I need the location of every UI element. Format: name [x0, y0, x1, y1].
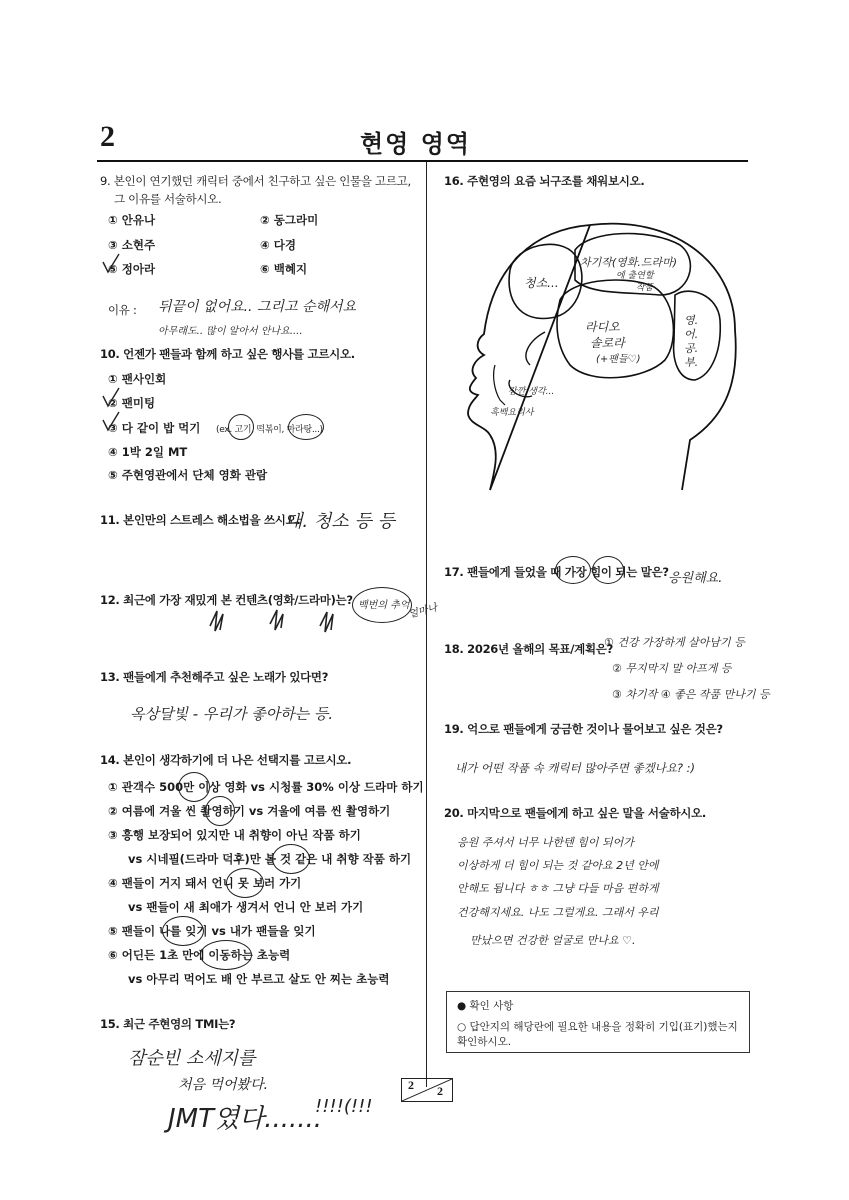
q20-answer-1: 응원 주셔서 너무 나한텐 힘이 되어가: [457, 836, 634, 849]
q10-option-5: ⑤ 주현영관에서 단체 영화 관람: [108, 468, 268, 482]
q10-option-2: ② 팬미팅: [108, 396, 156, 410]
q10-option-3: ③ 다 같이 밥 먹기: [108, 421, 201, 435]
brain-small-1: 잠깐 생각...: [508, 387, 555, 397]
q9-check-mark: [100, 252, 122, 276]
q10-option-1: ① 팬사인회: [108, 372, 167, 386]
q20-answer-2: 이상하게 더 힘이 되는 것 같아요 2년 안에: [457, 859, 659, 872]
q15-answer-line4: !!!!(!!!: [315, 1096, 373, 1117]
q14-circle-4: [226, 868, 264, 898]
q20-answer-3: 안해도 됩니다 ㅎㅎ 그냥 다들 마음 편하게: [457, 882, 659, 895]
q14-circle-6: [200, 940, 252, 970]
header-rule: [97, 160, 748, 162]
q11-question: 11. 본인만의 스트레스 해소법을 쓰시오.: [100, 513, 301, 527]
q15-question: 15. 최근 주현영의 TMI는?: [100, 1017, 236, 1031]
q10-check-3: [100, 410, 122, 434]
q14-line-4: vs 시네필(드라마 덕후)만 볼 것 같은 내 취향 작품 하기: [128, 852, 412, 866]
q12-scribbles: [205, 606, 355, 636]
q14-circle-1: [178, 772, 210, 802]
q14-circle-5: [162, 916, 204, 946]
q10-check-2: [100, 386, 122, 410]
q14-line-8: ⑥ 어딘든 1초 만에 이동하는 초능력: [108, 948, 291, 962]
column-divider: [426, 162, 427, 1087]
brain-radio: 라디오: [585, 320, 620, 334]
q14-circle-3: [272, 844, 310, 874]
q10-question: 10. 언젠가 팬들과 함께 하고 싶은 행사를 고르시오.: [100, 347, 355, 361]
q13-answer: 옥상달빛 - 우리가 좋아하는 등.: [130, 705, 334, 723]
q9-option-2: ② 동그라미: [260, 213, 319, 227]
q19-question: 19. 억으로 팬들에게 궁금한 것이나 물어보고 싶은 것은?: [444, 722, 723, 736]
q10-option-3-extra: (ex. 고기, 떡볶이, 마라탕...): [216, 425, 323, 435]
q11-answer: 대. 청소 등 등: [285, 511, 395, 532]
brain-radio3: (+팬들♡): [596, 354, 641, 365]
q15-answer-line1: 잠순빈 소세지를: [128, 1048, 256, 1069]
q12-question: 12. 최근에 가장 재밌게 본 컨텐츠(영화/드라마)는?: [100, 593, 353, 607]
q10-circle-meat: [228, 414, 254, 440]
q14-line-9: vs 아무리 먹어도 배 안 부르고 살도 안 찌는 초능력: [128, 972, 390, 986]
q14-line-5: ④ 팬들이 거지 돼서 언니 못 보러 가기: [108, 876, 302, 890]
confirmation-title: ● 확인 사항: [457, 1000, 514, 1012]
brain-small-2: 흑백요리사: [490, 408, 534, 418]
brain-next-work2: 에 출연할: [616, 271, 654, 281]
q20-answer-4: 건강해지세요. 나도 그럴게요. 그래서 우리: [457, 906, 659, 919]
q14-circle-2: [205, 796, 235, 826]
page-total: 2: [437, 1084, 443, 1098]
q17-question: 17. 팬들에게 들었을 때 가장 힘이 되는 말은?: [444, 565, 669, 579]
brain-english-2: 어.: [684, 328, 699, 341]
q15-answer-line2: 처음 먹어봤다.: [178, 1077, 269, 1093]
q18-question: 18. 2026년 올해의 목표/계획은?: [444, 642, 613, 656]
q9-option-6: ⑥ 백혜지: [260, 262, 308, 276]
page-indicator: [401, 1078, 453, 1102]
q14-line-2: ② 여름에 겨울 씬 촬영하기 vs 겨울에 여름 씬 촬영하기: [108, 804, 391, 818]
page-current: 2: [408, 1078, 414, 1092]
q17-circle-1: [555, 556, 591, 584]
q9-question: 9. 본인이 연기했던 캐릭터 중에서 친구하고 싶은 인물을 고르고,: [100, 174, 411, 188]
page-number: 2: [100, 120, 115, 153]
q14-line-6: vs 팬들이 새 최애가 생겨서 언니 안 보러 가기: [128, 900, 364, 914]
q9-answer-line1: 뒤끝이 없어요.. 그리고 순해서요: [158, 299, 357, 315]
q18-answer-1: ① 건강 가장하게 살아남기 등: [604, 636, 745, 649]
q14-line-3: ③ 흥행 보장되어 있지만 내 취향이 아닌 작품 하기: [108, 828, 361, 842]
q9-option-3: ③ 소현주: [108, 238, 156, 252]
q9-answer-line2: 아무래도.. 많이 알아서 안나요....: [158, 326, 303, 337]
q9-option-4: ④ 다경: [260, 238, 296, 252]
q14-line-1: ① 관객수 500만 이상 영화 vs 시청률 30% 이상 드라마 하기: [108, 780, 424, 794]
brain-english-1: 영.: [684, 314, 699, 327]
brain-cleaning: 청소...: [524, 276, 559, 290]
q14-line-7: ⑤ 팬들이 나를 잊기 vs 내가 팬들을 잊기: [108, 924, 316, 938]
q18-answer-2: ② 무지막지 말 아프게 등: [612, 662, 732, 675]
q10-option-4: ④ 1박 2일 MT: [108, 445, 188, 459]
confirmation-box: [446, 991, 750, 1053]
q12-answer2: 얼마나: [407, 602, 439, 621]
q9-reason-label: 이유 :: [108, 303, 137, 317]
q17-answer: 응원해요.: [668, 571, 723, 586]
q17-circle-2: [592, 556, 624, 584]
q10-circle-malatang: [288, 414, 324, 440]
q12-answer1: 백번의 추억: [358, 600, 410, 611]
q9-option-5: ⑤ 정아라: [108, 262, 156, 276]
brain-radio2: 솔로라: [590, 336, 625, 350]
brain-next-work: 차기작(영화.드라마): [580, 256, 678, 269]
q13-question: 13. 팬들에게 추천해주고 싶은 노래가 있다면?: [100, 670, 329, 684]
q16-question: 16. 주현영의 요즘 뇌구조를 채워보시오.: [444, 174, 645, 188]
q9-option-1: ① 안유나: [108, 213, 156, 227]
brain-next-work3: 작품: [636, 283, 654, 293]
brain-english-4: 부.: [684, 356, 699, 369]
q18-answer-3: ③ 차기작 ④ 좋은 작품 만나기 등: [612, 688, 770, 701]
q19-answer: 내가 어떤 작품 속 캐릭터 많아주면 좋겠나요? :): [455, 761, 696, 775]
q20-answer-5: 만났으면 건강한 얼굴로 만나요 ♡.: [470, 934, 636, 947]
q20-question: 20. 마지막으로 팬들에게 하고 싶은 말을 서술하시오.: [444, 806, 706, 820]
q15-answer-line3: JMT였다.......: [168, 1104, 323, 1134]
brain-english-3: 공.: [684, 342, 699, 355]
confirmation-body: ○ 답안지의 해당란에 필요한 내용을 정확히 기입(표기)했는지 확인하시오.: [457, 1021, 738, 1048]
page-title: 현영 영역: [360, 130, 472, 158]
q14-question: 14. 본인이 생각하기에 더 나은 선택지를 고르시오.: [100, 753, 352, 767]
q9-question-cont: 그 이유를 서술하시오.: [114, 192, 222, 206]
